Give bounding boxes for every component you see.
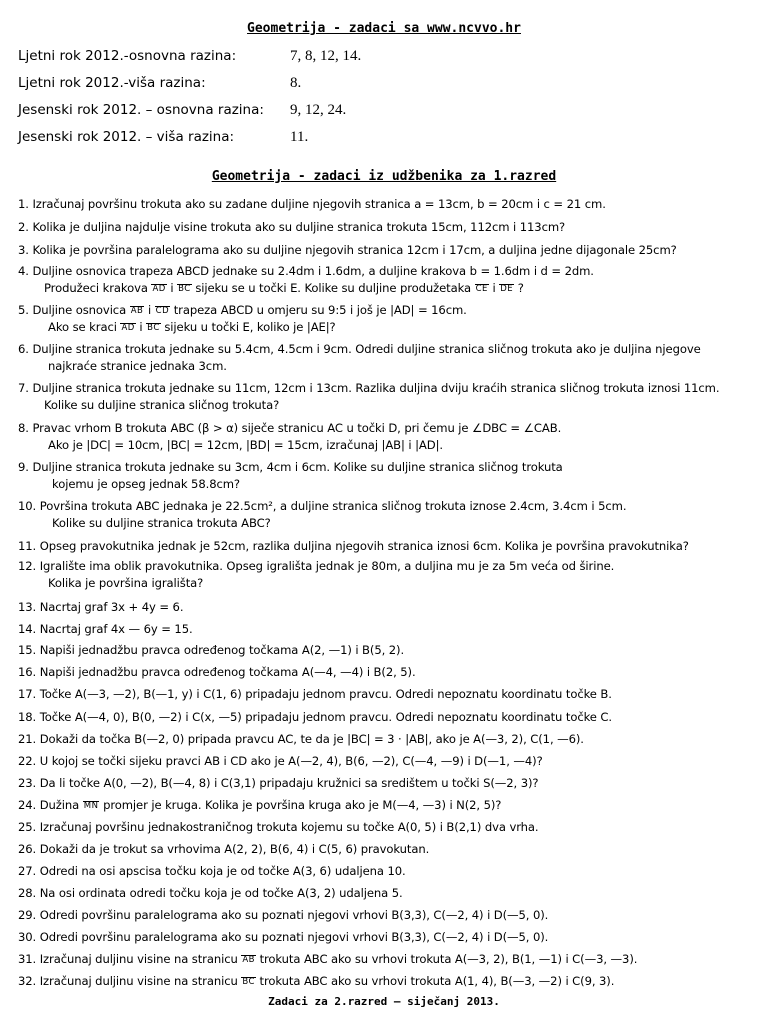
- task-30: 30. Odredi površinu paralelograma ako su poznati njegovi vrhovi B(3,3), C(—2, 4) i D(—5, 0).: [18, 930, 549, 944]
- task-text: trapeza ABCD u omjeru su 9:5 i još je |AD| = 16cm.: [173, 303, 467, 317]
- task-9: [18, 459, 563, 493]
- task-10-line-1: 10. Površina trokuta ABC jednaka je 22.5cm², a duljine stranica sličnog trokuta iznose 2.4cm, 3.4cm i 5cm.: [18, 499, 627, 513]
- vector-ab: AB: [242, 955, 255, 965]
- footer: Zadaci za 2.razred – siječanj 2013.: [268, 995, 500, 1008]
- task-2: 2. Kolika je duljina najdulje visine trokuta ako su duljine stranica trokuta 15cm, 112cm i 113cm?: [18, 220, 566, 234]
- rok-line: [18, 102, 346, 119]
- task-24: [18, 797, 501, 814]
- task-text: trokuta ABC ako su vrhovi trokuta A(1, 4), B(—3, —2) i C(9, 3).: [259, 974, 615, 988]
- task-12-line-1: 12. Igralište ima oblik pravokutnika. Opseg igrališta jednak je 80m, a duljina mu je za 5m veća od širine.: [18, 559, 615, 573]
- task-4-line-1: 4. Duljine osnovica trapeza ABCD jednake su 2.4dm i 1.6dm, a duljine krakova b = 1.6dm i d = 2dm.: [18, 264, 594, 278]
- task-18: 18. Točke A(—4, 0), B(0, —2) i C(x, —5) pripadaju jednom pravcu. Odredi nepoznatu koordinatu točke C.: [18, 710, 612, 724]
- task-32: [18, 973, 614, 990]
- task-13: 13. Nacrtaj graf 3x + 4y = 6.: [18, 600, 184, 614]
- task-8: [18, 420, 561, 454]
- task-12-line-2: Kolika je površina igrališta?: [48, 576, 204, 590]
- task-5-line-2: [18, 319, 467, 336]
- task-9-line-1: 9. Duljine stranica trokuta jednake su 3cm, 4cm i 6cm. Kolike su duljine stranica sličnog trokuta: [18, 460, 563, 474]
- task-text: 5. Duljine osnovica: [18, 303, 127, 317]
- task-4-line-2: [18, 280, 594, 297]
- rok-line: [18, 48, 361, 65]
- task-23: 23. Da li točke A(0, —2), B(—4, 8) i C(3,1) pripadaju kružnici sa središtem u točki S(—2, 3)?: [18, 776, 539, 790]
- vector-bc: BC: [147, 323, 160, 333]
- task-text: i: [170, 281, 174, 295]
- task-5-line-1: [18, 302, 467, 319]
- task-text: ?: [517, 281, 524, 295]
- rok-value: 8.: [290, 75, 302, 91]
- task-14: 14. Nacrtaj graf 4x — 6y = 15.: [18, 622, 193, 636]
- task-3: 3. Kolika je površina paralelograma ako su duljine njegovih stranica 12cm i 17cm, a duljina jedne dijagonale 25cm?: [18, 243, 677, 257]
- task-10-line-2: Kolike su duljine stranica trokuta ABC?: [52, 516, 271, 530]
- rok-label: Ljetni rok 2012.-osnovna razina:: [18, 48, 237, 64]
- task-text: 32. Izračunaj duljinu visine na stranicu: [18, 974, 238, 988]
- vector-cd: CD: [155, 306, 170, 316]
- task-16: 16. Napiši jednadžbu pravca određenog točkama A(—4, —4) i B(2, 5).: [18, 665, 416, 679]
- task-text: sijeku se u točki E. Kolike su duljine produžetaka: [195, 281, 472, 295]
- task-text: Ako se kraci: [48, 320, 117, 334]
- task-8-line-1: 8. Pravac vrhom B trokuta ABC (β > α) siječe stranicu AC u točki D, pri čemu je ∠DBC = ∠CAB.: [18, 421, 562, 435]
- task-7: [18, 380, 719, 414]
- task-28: 28. Na osi ordinata odredi točku koja je od točke A(3, 2) udaljena 5.: [18, 886, 403, 900]
- rok-label: Jesenski rok 2012. – viša razina:: [18, 129, 235, 145]
- rok-line: [18, 129, 308, 146]
- task-25: 25. Izračunaj površinu jednakostraničnog trokuta kojemu su točke A(0, 5) i B(2,1) dva vrha.: [18, 820, 539, 834]
- task-text: i: [492, 281, 496, 295]
- task-1: 1. Izračunaj površinu trokuta ako su zadane duljine njegovih stranica a = 13cm, b = 20cm i c = 21 cm.: [18, 197, 606, 211]
- task-7-line-2: Kolike su duljine stranica sličnog trokuta?: [44, 398, 280, 412]
- rok-line: [18, 75, 301, 92]
- task-4: [18, 263, 594, 297]
- task-text: 31. Izračunaj duljinu visine na stranicu: [18, 952, 238, 966]
- task-26: 26. Dokaži da je trokut sa vrhovima A(2, 2), B(6, 4) i C(5, 6) pravokutan.: [18, 842, 430, 856]
- task-27: 27. Odredi na osi apscisa točku koja je od točke A(3, 6) udaljena 10.: [18, 864, 406, 878]
- vector-bc: BC: [242, 977, 255, 987]
- task-text: i: [139, 320, 143, 334]
- vector-mn: MN: [83, 801, 99, 811]
- task-text: promjer je kruga. Kolika je površina kruga ako je M(—4, —3) i N(2, 5)?: [103, 798, 502, 812]
- rok-value: 9, 12, 24.: [290, 102, 347, 118]
- rok-value: 7, 8, 12, 14.: [290, 48, 362, 64]
- task-31: [18, 951, 637, 968]
- task-6: [18, 341, 701, 375]
- task-text: trokuta ABC ako su vrhovi trokuta A(—3, 2), B(1, —1) i C(—3, —3).: [259, 952, 638, 966]
- vector-ce: CE: [475, 284, 488, 294]
- task-17: 17. Točke A(—3, —2), B(—1, y) i C(1, 6) pripadaju jednom pravcu. Odredi nepoznatu koordinatu točke B.: [18, 687, 612, 701]
- task-7-line-1: 7. Duljine stranica trokuta jednake su 11cm, 12cm i 13cm. Razlika duljina dviju kraćih stranica sličnog trokuta iznosi 11cm.: [18, 381, 720, 395]
- vector-bc: BC: [178, 284, 191, 294]
- rok-label: Ljetni rok 2012.-viša razina:: [18, 75, 206, 91]
- task-text: 24. Dužina: [18, 798, 80, 812]
- task-8-line-2: Ako je |DC| = 10cm, |BC| = 12cm, |BD| = 15cm, izračunaj |AB| i |AD|.: [48, 438, 443, 452]
- task-9-line-2: kojemu je opseg jednak 58.8cm?: [52, 477, 240, 491]
- task-12: [18, 558, 614, 592]
- task-5: [18, 302, 467, 336]
- task-text: sijeku u točki E, koliko je |AE|?: [164, 320, 336, 334]
- task-10: [18, 498, 626, 532]
- heading-udzbenik: Geometrija - zadaci iz udžbenika za 1.razred: [211, 169, 557, 184]
- vector-de: DE: [500, 284, 514, 294]
- task-15: 15. Napiši jednadžbu pravca određenog točkama A(2, —1) i B(5, 2).: [18, 643, 405, 657]
- vector-ad: AD: [152, 284, 166, 294]
- vector-ab: AB: [130, 306, 144, 316]
- heading-ncvvo: Geometrija - zadaci sa www.ncvvo.hr: [247, 21, 521, 36]
- task-6-line-1: 6. Duljine stranica trokuta jednake su 5.4cm, 4.5cm i 9cm. Odredi duljine stranica sličnog trokuta ako je duljina njegove: [18, 342, 701, 356]
- rok-label: Jesenski rok 2012. – osnovna razina:: [18, 102, 264, 118]
- task-text: i: [147, 303, 152, 317]
- task-11: 11. Opseg pravokutnika jednak je 52cm, razlika duljina njegovih stranica iznosi 6cm. Kolika je površina pravokutnika?: [18, 539, 689, 553]
- task-text: Produžeci krakova: [44, 281, 148, 295]
- task-6-line-2: najkraće stranice jednaka 3cm.: [48, 359, 227, 373]
- vector-ad: AD: [121, 323, 135, 333]
- rok-value: 11.: [290, 129, 309, 145]
- task-22: 22. U kojoj se točki sijeku pravci AB i CD ako je A(—2, 4), B(6, —2), C(—4, —9) i D(—1, —4)?: [18, 754, 543, 768]
- task-29: 29. Odredi površinu paralelograma ako su poznati njegovi vrhovi B(3,3), C(—2, 4) i D(—5, 0).: [18, 908, 549, 922]
- task-21: 21. Dokaži da točka B(—2, 0) pripada pravcu AC, te da je |BC| = 3 · |AB|, ako je A(—3, 2), C(1, —6).: [18, 732, 584, 746]
